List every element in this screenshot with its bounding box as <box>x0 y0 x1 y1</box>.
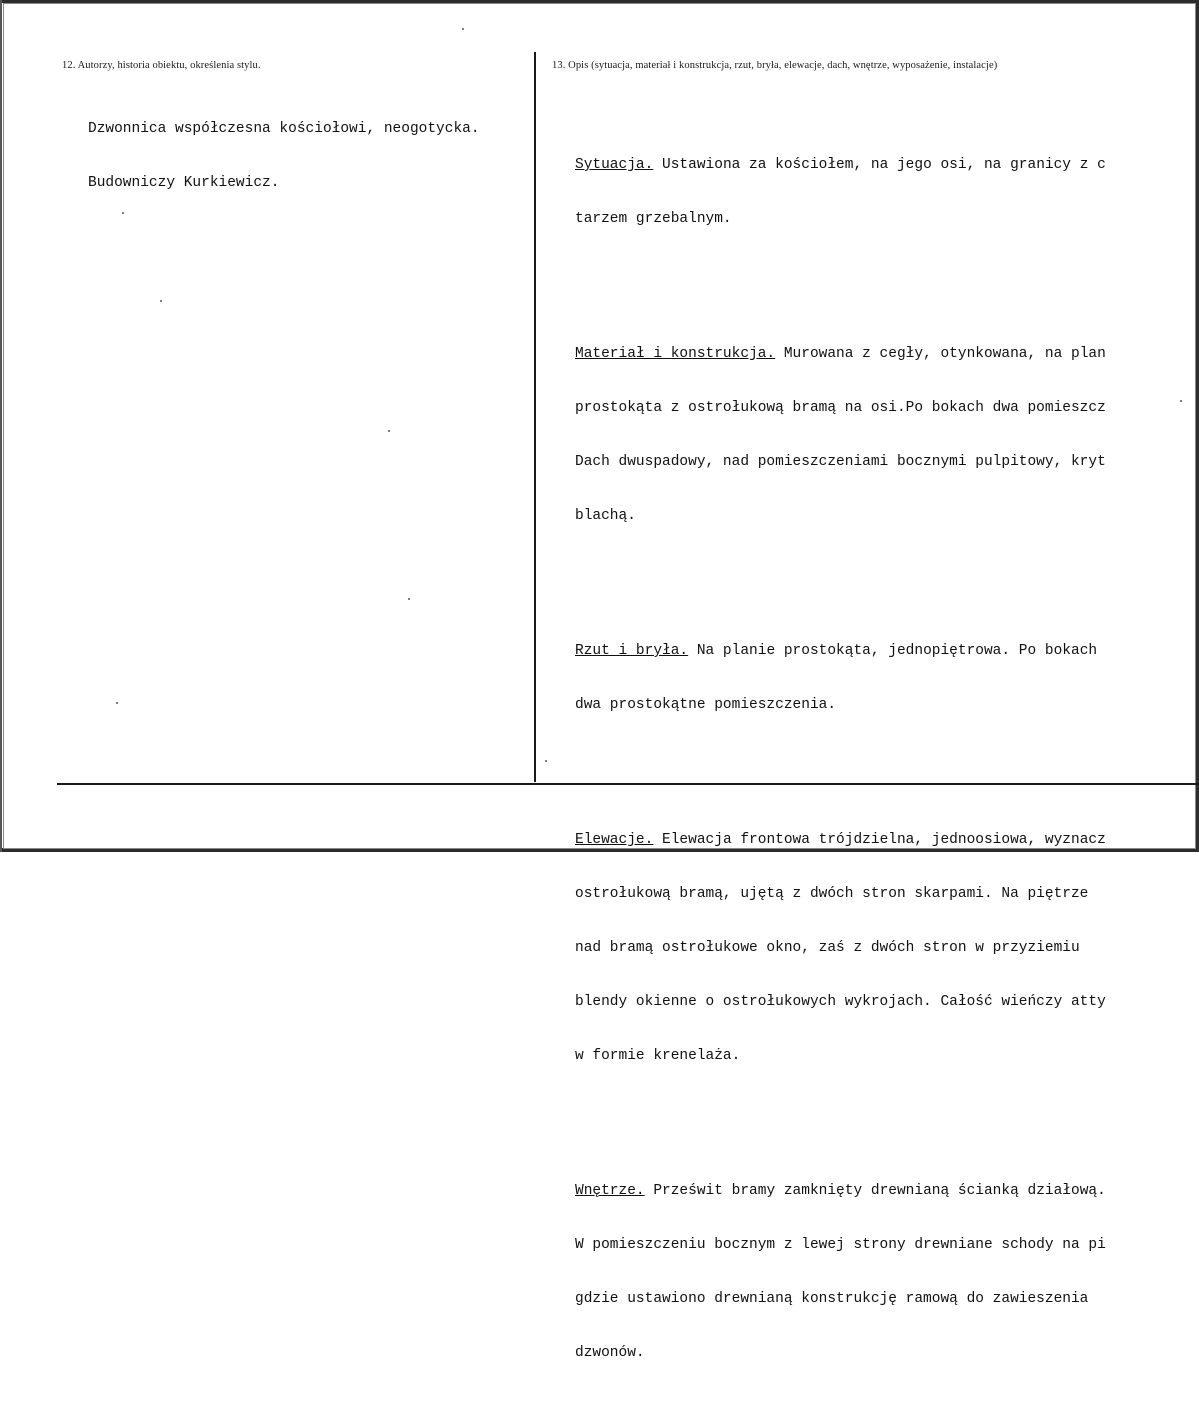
paragraph-line: nad bramą ostrołukowe okno, zaś z dwóch stron w przyziemiu <box>575 940 1080 956</box>
paragraph-elewacje <box>575 795 1199 1101</box>
paragraph-line: w formie krenelaża. <box>575 1048 741 1064</box>
section-13-text <box>575 84 1199 1361</box>
scan-speck <box>160 300 162 302</box>
paragraph-text: Elewacja frontowa trójdzielna, jednoosiowa, wyznacz <box>653 832 1106 848</box>
scan-edge-left <box>0 0 2 852</box>
paragraph-line: blendy okienne o ostrołukowych wykrojach. Całość wieńczy atty <box>575 994 1106 1010</box>
paragraph-title: Elewacje. <box>575 832 654 848</box>
scan-speck <box>388 430 390 432</box>
section-12-line: Dzwonnica współczesna kościołowi, neogotycka. <box>88 121 480 137</box>
scan-speck <box>408 598 410 600</box>
section-12-text <box>88 84 480 210</box>
paragraph-text: Na planie prostokąta, jednopiętrowa. Po bokach <box>688 643 1098 659</box>
paragraph-material <box>575 309 1199 561</box>
paragraph-text: Ustawiona za kościołem, na jego osi, na granicy z c <box>653 157 1106 173</box>
paragraph-line: dzwonów. <box>575 1345 645 1361</box>
paragraph-text: Murowana z cegły, otynkowana, na plan <box>775 346 1106 362</box>
paragraph-title: Wnętrze. <box>575 1183 645 1199</box>
scan-speck <box>462 28 464 30</box>
section-13-header: 13. Opis (sytuacja, materiał i konstrukcja, rzut, bryła, elewacje, dach, wnętrze, wyposażenie, instalacje) <box>552 60 998 71</box>
paragraph-line: tarzem grzebalnym. <box>575 211 732 227</box>
paragraph-title: Materiał i konstrukcja. <box>575 346 776 362</box>
paragraph-line: gdzie ustawiono drewnianą konstrukcję ramową do zawieszenia <box>575 1291 1089 1307</box>
section-12-header: 12. Autorzy, historia obiektu, określenia stylu. <box>62 60 261 71</box>
paragraph-rzut <box>575 606 1199 750</box>
paragraph-line: prostokąta z ostrołukową bramą na osi.Po bokach dwa pomieszcz <box>575 400 1106 416</box>
section-12-line: Budowniczy Kurkiewicz. <box>88 175 280 191</box>
paragraph-line: Dach dwuspadowy, nad pomieszczeniami bocznymi pulpitowy, kryt <box>575 454 1106 470</box>
paragraph-line: dwa prostokątne pomieszczenia. <box>575 697 837 713</box>
column-divider <box>534 52 536 782</box>
paragraph-title: Sytuacja. <box>575 157 654 173</box>
paragraph-line: W pomieszczeniu bocznym z lewej strony drewniane schody na pi <box>575 1237 1106 1253</box>
paragraph-line: blachą. <box>575 508 636 524</box>
scan-speck <box>116 702 118 704</box>
paragraph-sytuacja <box>575 120 1199 264</box>
scan-speck <box>122 212 124 214</box>
scan-speck <box>1180 400 1182 402</box>
paragraph-wnetrze <box>575 1146 1199 1398</box>
paragraph-text: Prześwit bramy zamknięty drewnianą ścianką działową. <box>644 1183 1106 1199</box>
paragraph-title: Rzut i bryła. <box>575 643 689 659</box>
scan-speck <box>545 760 547 762</box>
paragraph-line: ostrołukową bramą, ujętą z dwóch stron skarpami. Na piętrze <box>575 886 1089 902</box>
